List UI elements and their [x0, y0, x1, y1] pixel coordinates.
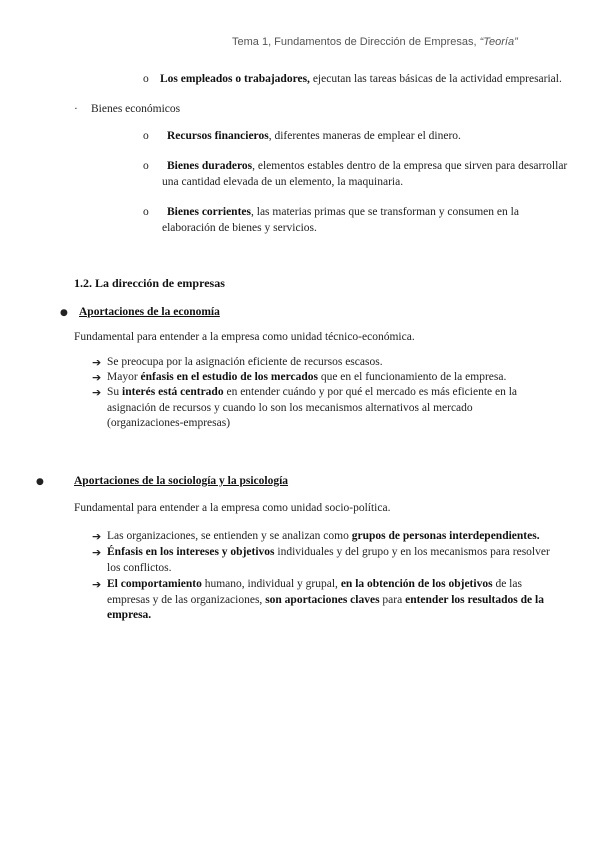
sociologia-heading	[36, 474, 288, 489]
section-heading: 1.2. La dirección de empresas	[74, 276, 225, 290]
list-item-empleados	[143, 72, 562, 87]
round-bullet-icon: ●	[36, 477, 44, 487]
economia-point-2	[92, 370, 506, 385]
bienes-label: Bienes económicos	[91, 103, 181, 115]
point-text-cont: los conflictos.	[107, 561, 172, 574]
point-text: humano, individual y grupal,	[201, 578, 341, 590]
header-text: Tema 1, Fundamentos de Dirección de Empresas,	[232, 36, 480, 48]
circle-bullet: o	[143, 73, 149, 85]
point-bold: Énfasis en los intereses y objetivos	[107, 546, 275, 558]
point-bold: El comportamiento	[107, 578, 202, 590]
item-bold: Recursos financieros	[167, 130, 269, 142]
sociologia-intro: Fundamental para entender a la empresa como unidad socio-política.	[74, 502, 391, 514]
dot-bullet: ·	[74, 103, 78, 115]
point-bold: empresa.	[107, 609, 152, 621]
item-bold: Los empleados o trabajadores,	[160, 73, 310, 85]
header-italic: “Teoría”	[479, 36, 518, 48]
point-bold: entender los resultados de la	[405, 593, 544, 606]
sociologia-point-2	[92, 545, 550, 576]
point-bold: énfasis en el estudio de los mercados	[140, 371, 318, 383]
item-bold: Bienes duraderos	[167, 160, 253, 172]
point-bold: grupos de personas interdependientes.	[351, 530, 540, 542]
point-text-cont: asignación de recursos y cuando lo son los mecanismos alternativos al mercado	[107, 401, 473, 414]
item-text-cont: una cantidad elevada de un elemento, la maquinaria.	[162, 175, 404, 188]
economia-point-1	[92, 355, 383, 370]
arrow-icon: ➔	[92, 371, 102, 384]
item-text: , las materias primas que se transforman y consumen en la	[251, 206, 519, 218]
economia-heading	[60, 305, 220, 320]
arrow-icon: ➔	[92, 546, 102, 559]
list-item-duraderos	[143, 159, 567, 190]
round-bullet-icon: ●	[60, 308, 68, 318]
economia-intro: Fundamental para entender a la empresa como unidad técnico-económica.	[74, 331, 415, 343]
circle-bullet: o	[143, 206, 149, 218]
sociologia-point-1	[92, 529, 540, 544]
point-text: que en el funcionamiento de la empresa.	[317, 371, 507, 383]
page-header	[232, 36, 518, 48]
circle-bullet: o	[143, 160, 149, 172]
circle-bullet: o	[143, 130, 149, 142]
point-text: Su	[107, 386, 123, 398]
item-text: , elementos estables dentro de la empresa que sirven para desarrollar	[252, 160, 568, 172]
list-item-corrientes	[143, 205, 519, 236]
item-text: , diferentes maneras de emplear el dinero.	[268, 130, 461, 142]
point-text: en entender cuándo y por qué el mercado es más eficiente en la	[223, 386, 518, 398]
list-item-bienes	[74, 102, 180, 117]
point-text-cont: (organizaciones-empresas)	[107, 417, 231, 429]
point-bold: interés está centrado	[122, 386, 224, 398]
point-text: individuales y del grupo y en los mecanismos para resolver	[274, 546, 550, 558]
sociologia-point-3	[92, 577, 544, 624]
point-text: Las organizaciones, se entienden y se analizan como	[107, 530, 352, 542]
item-text-cont: elaboración de bienes y servicios.	[162, 221, 317, 234]
list-item-recursos	[143, 129, 461, 144]
point-text: de las	[492, 578, 522, 590]
point-text: Se preocupa por la asignación eficiente de recursos escasos.	[107, 356, 383, 368]
arrow-icon: ➔	[92, 530, 102, 543]
point-text: para	[379, 593, 406, 606]
point-bold: en la obtención de los objetivos	[340, 578, 493, 590]
item-text: ejecutan las tareas básicas de la actividad empresarial.	[309, 73, 562, 85]
point-text: Mayor	[107, 371, 141, 383]
arrow-icon: ➔	[92, 386, 102, 399]
economia-point-3	[92, 385, 517, 432]
item-bold: Bienes corrientes	[167, 206, 251, 218]
arrow-icon: ➔	[92, 356, 102, 369]
sociologia-title: Aportaciones de la sociología y la psicología	[74, 475, 289, 487]
point-text: empresas y de las organizaciones,	[107, 593, 266, 606]
economia-title: Aportaciones de la economía	[79, 306, 220, 318]
arrow-icon: ➔	[92, 578, 102, 591]
point-bold: son aportaciones claves	[265, 593, 380, 606]
